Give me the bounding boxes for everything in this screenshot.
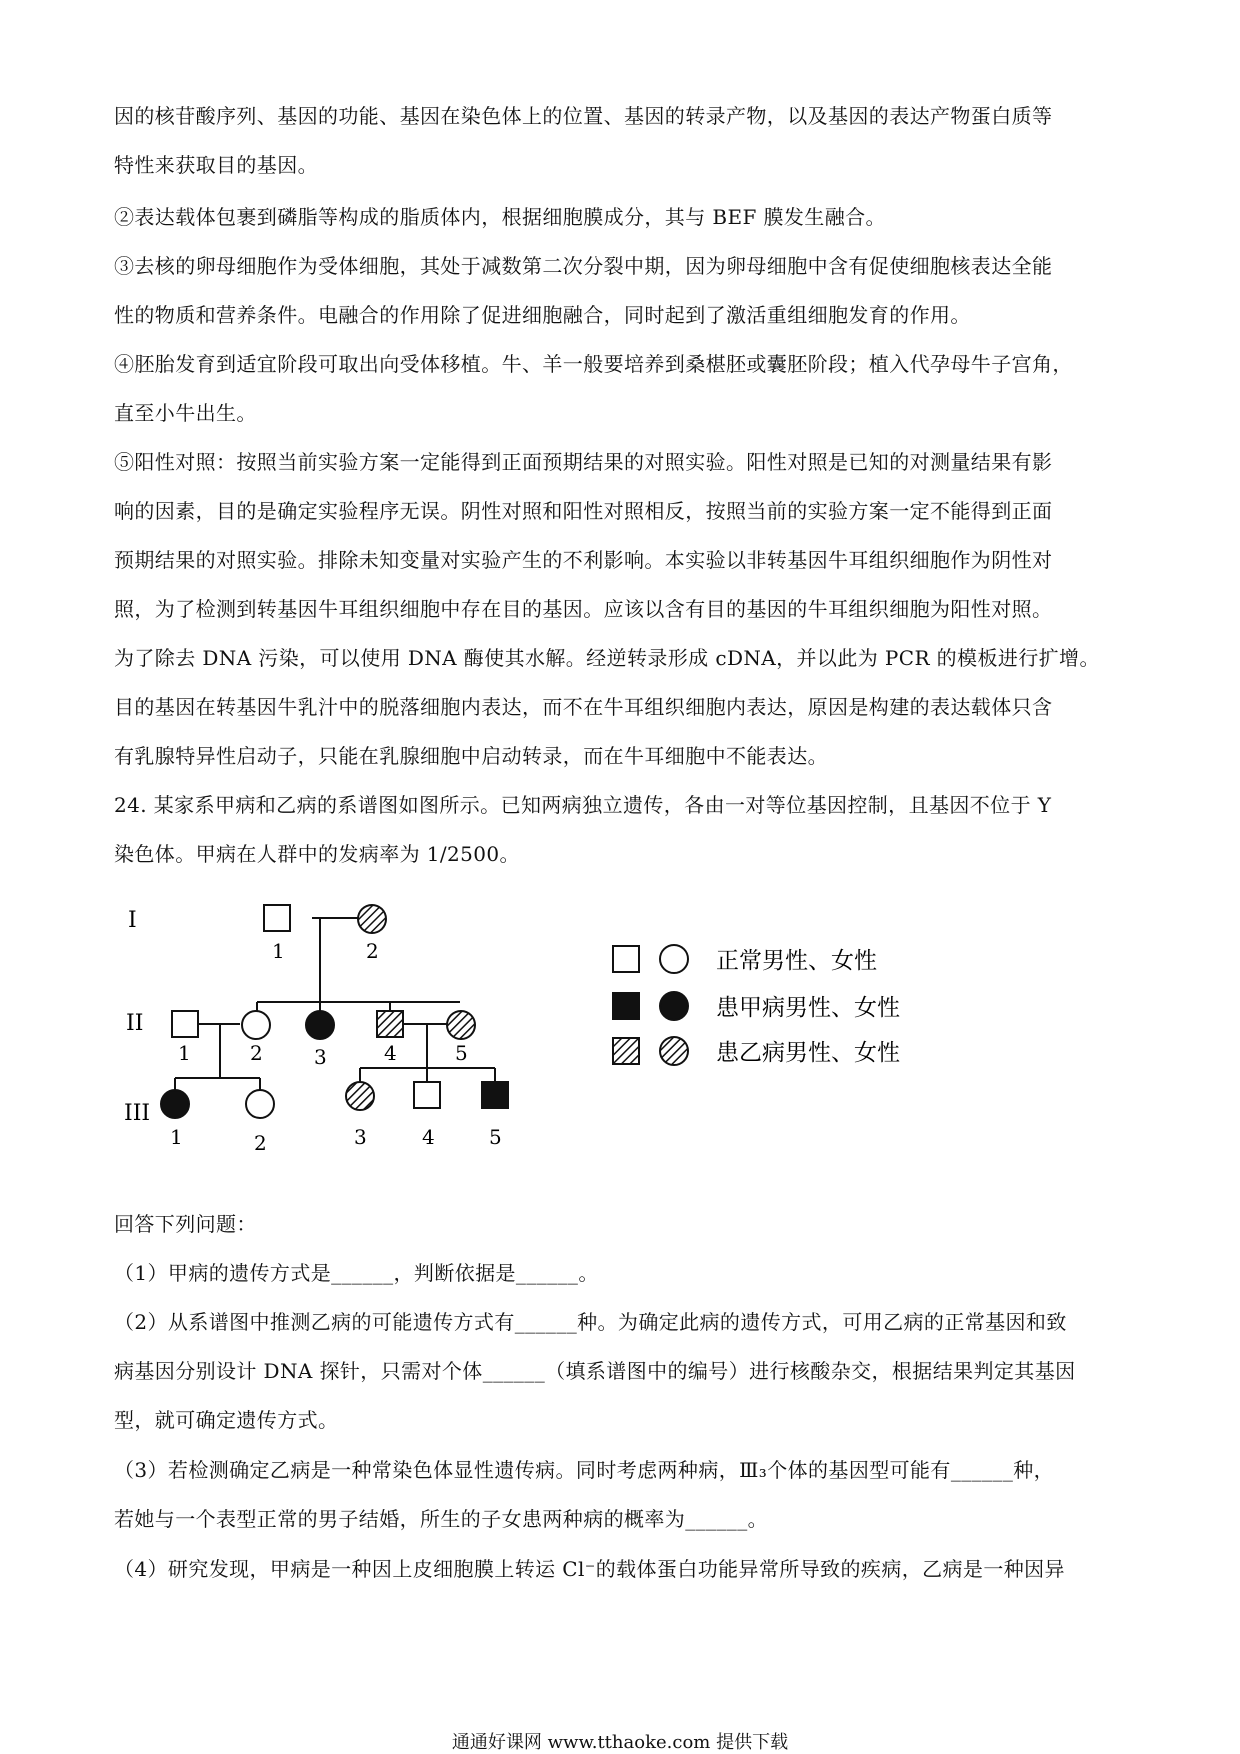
answer-prompt [114,1200,1124,1249]
legend-affected-b-male-symbol [613,1038,639,1064]
text-line: ③去核的卵母细胞作为受体细胞，其处于减数第二次分裂中期，因为卵母细胞中含有促使细胞核表达全能 [114,254,1053,278]
text-line: 有乳腺特异性启动子，只能在乳腺细胞中启动转录，而在牛耳细胞中不能表达。 [114,744,828,768]
text-line: 目的基因在转基因牛乳汁中的脱落细胞内表达，而不在牛耳组织细胞内表达，原因是构建的表达载体只含 [114,695,1053,719]
individual-label: 5 [489,1125,502,1149]
text-line: ④胚胎发育到适宜阶段可取出向受体移植。牛、羊一般要培养到桑椹胚或囊胚阶段；植入代孕母牛子宫角， [114,352,1073,376]
paragraph-item-2 [114,193,1124,242]
individual-i2-affected-b-female [358,905,386,933]
pedigree-diagram [100,880,960,1174]
individual-iii4-normal-male [414,1082,440,1108]
legend-label-normal: 正常男性、女性 [716,948,877,974]
legend-label-affected-a: 患甲病男性、女性 [716,995,900,1021]
question-1 [114,1249,1124,1298]
pedigree-lines [175,918,495,1090]
individual-label: 3 [314,1045,327,1069]
individual-iii3-affected-b-female [346,1082,374,1110]
text-line: 为了除去 DNA 污染，可以使用 DNA 酶使其水解。经逆转录形成 cDNA，并以此为 PCR 的模板进行扩增。 [114,646,1100,670]
text-line: 若她与一个表型正常的男子结婚，所生的子女患两种病的概率为______。 [114,1507,768,1531]
text-line: 照，为了检测到转基因牛耳组织细胞中存在目的基因。应该以含有目的基因的牛耳组织细胞为阳性对照。 [114,597,1053,621]
individual-label: 4 [384,1041,397,1065]
paragraph-gene-source [114,92,1124,190]
paragraph-item-5 [114,438,1124,781]
individual-ii4-affected-b-male [377,1011,403,1037]
question-24-stem [114,781,1124,879]
text-line: 性的物质和营养条件。电融合的作用除了促进细胞融合，同时起到了激活重组细胞发育的作用。 [114,303,971,327]
text-line: 特性来获取目的基因。 [114,153,318,177]
individual-label: 4 [422,1125,435,1149]
individual-label: 3 [354,1125,367,1149]
text-line: 病基因分别设计 DNA 探针，只需对个体______（填系谱图中的编号）进行核酸杂交，根据结果判定其基因 [114,1359,1076,1383]
individual-label: 1 [170,1125,183,1149]
individual-iii1-affected-a-female [161,1090,189,1118]
legend-affected-a-female-symbol [660,992,688,1020]
individual-ii5-affected-b-female [447,1011,475,1039]
text-line: ⑤阳性对照：按照当前实验方案一定能得到正面预期结果的对照实验。阳性对照是已知的对测量结果有影 [114,450,1053,474]
text-line: ②表达载体包裹到磷脂等构成的脂质体内，根据细胞膜成分，其与 BEF 膜发生融合。 [114,205,886,229]
individual-iii5-affected-a-male [482,1082,508,1108]
legend-affected-b-female-symbol [660,1037,688,1065]
individual-iii2-normal-female [246,1090,274,1118]
legend-normal-male-symbol [613,946,639,972]
pedigree-svg [100,880,960,1170]
individual-label: 1 [178,1041,191,1065]
paragraph-item-4 [114,340,1124,438]
individual-label: 2 [366,939,379,963]
legend-normal-female-symbol [660,945,688,973]
paragraph-item-3 [114,242,1124,340]
text-line: （1）甲病的遗传方式是______，判断依据是______。 [114,1261,599,1285]
individual-label: 2 [250,1041,263,1065]
page-footer: 通通好课网 www.tthaoke.com 提供下载 [451,1732,789,1753]
text-line: 因的核苷酸序列、基因的功能、基因在染色体上的位置、基因的转录产物，以及基因的表达产物蛋白质等 [114,104,1053,128]
individual-i1-normal-male [264,905,290,931]
text-line: （4）研究发现，甲病是一种因上皮细胞膜上转运 Cl⁻的载体蛋白功能异常所导致的疾病，乙病是一种因异 [114,1557,1065,1581]
question-3 [114,1446,1124,1544]
generation-label-i: I [128,908,137,933]
individual-label: 1 [272,939,285,963]
individual-ii3-affected-a-female [306,1011,334,1039]
generation-label-iii: III [124,1101,151,1126]
text-line: 型，就可确定遗传方式。 [114,1408,339,1432]
text-line: （3）若检测确定乙病是一种常染色体显性遗传病。同时考虑两种病，Ⅲ₃个体的基因型可能有______种， [114,1458,1055,1482]
individual-label: 2 [254,1131,267,1155]
generation-label-ii: II [126,1011,144,1036]
question-2 [114,1298,1124,1445]
text-line: 响的因素，目的是确定实验程序无误。阴性对照和阳性对照相反，按照当前的实验方案一定不能得到正面 [114,499,1053,523]
legend-affected-a-male-symbol [613,993,639,1019]
text-line: 预期结果的对照实验。排除未知变量对实验产生的不利影响。本实验以非转基因牛耳组织细胞作为阴性对 [114,548,1053,572]
text-line: 染色体。甲病在人群中的发病率为 1/2500。 [114,842,520,866]
question-4 [114,1545,1124,1594]
individual-ii2-normal-female [242,1011,270,1039]
individual-ii1-normal-male [172,1011,198,1037]
text-line: 回答下列问题： [114,1212,257,1236]
individual-label: 5 [455,1041,468,1065]
pedigree-legend [613,945,900,1066]
legend-label-affected-b: 患乙病男性、女性 [716,1040,900,1066]
text-line: （2）从系谱图中推测乙病的可能遗传方式有______种。为确定此病的遗传方式，可用乙病的正常基因和致 [114,1310,1067,1334]
text-line: 24. 某家系甲病和乙病的系谱图如图所示。已知两病独立遗传，各由一对等位基因控制，且基因不位于 Y [114,793,1052,817]
text-line: 直至小牛出生。 [114,401,257,425]
